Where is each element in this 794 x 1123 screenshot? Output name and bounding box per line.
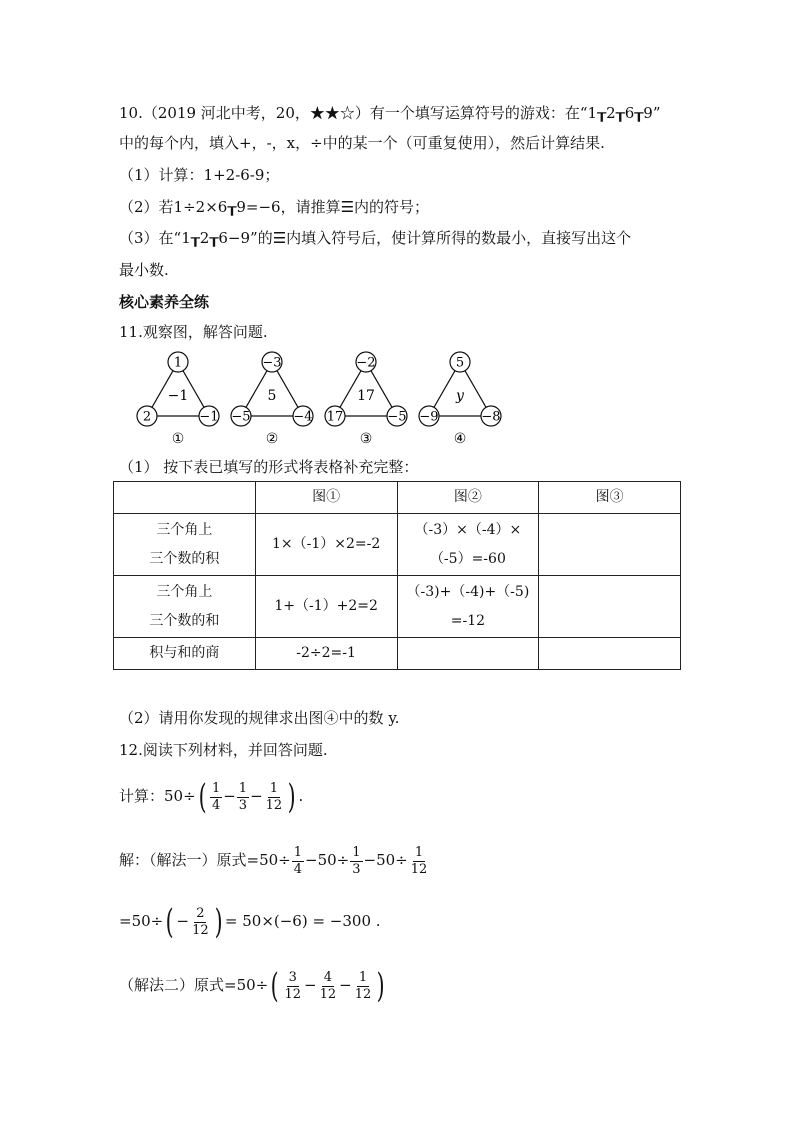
table-header-cell bbox=[114, 482, 256, 514]
sol1-mid: −50÷ bbox=[305, 851, 350, 869]
fraction: $\frac{2}{12}$ bbox=[192, 905, 209, 938]
q10-line2: 中的每个内，填入+，-，x，÷中的某一个（可重复使用），然后计算结果. bbox=[119, 134, 605, 152]
sol1-mid: −50÷ bbox=[363, 851, 408, 869]
fraction: $\frac{1}{12}$ bbox=[410, 844, 428, 877]
figure-label: ③ bbox=[359, 431, 373, 447]
row-label bbox=[114, 514, 256, 576]
vertex-right-value: −5 bbox=[387, 409, 407, 425]
fraction: $\frac{1}{3}$ bbox=[238, 780, 248, 813]
row-label-line: 三个数的和 bbox=[149, 612, 220, 629]
triangle-edge bbox=[434, 371, 455, 408]
table-header-cell: 图② bbox=[397, 482, 539, 514]
table-cell-empty bbox=[539, 514, 681, 576]
vertex-right-value: −4 bbox=[293, 409, 313, 425]
vertex-left-value: 2 bbox=[142, 409, 152, 425]
cell-line: （-3)+（-4)+（-5) bbox=[406, 583, 530, 600]
table-row bbox=[114, 638, 681, 670]
vertex-top-value: −2 bbox=[356, 355, 376, 371]
q11-title: 11.观察图，解答问题. bbox=[119, 323, 268, 341]
vertex-left-value: 17 bbox=[326, 409, 344, 425]
fraction: $\frac{1}{4}$ bbox=[293, 844, 303, 877]
q10-part2-b: ，请推算☰内的符号； bbox=[280, 198, 430, 216]
row-label-line: 三个角上 bbox=[156, 521, 213, 538]
sol1-label: 解：（解法一）原式=50÷ bbox=[119, 851, 291, 869]
calc-label: 计算： bbox=[119, 787, 165, 805]
fraction: $\frac{1}{4}$ bbox=[211, 780, 221, 813]
table-cell-empty bbox=[539, 638, 681, 670]
q12-sol2 bbox=[119, 963, 388, 1007]
triangle-figure bbox=[231, 352, 313, 447]
vertex-left-value: −9 bbox=[419, 409, 439, 425]
table-row bbox=[114, 514, 681, 576]
cell-line: （-3）×（-4）× bbox=[414, 521, 522, 538]
fraction: $\frac{1}{12}$ bbox=[354, 969, 372, 1002]
q10-line1: 10.（2019 河北中考，20，★★☆）有一个填写运算符号的游戏：在“1┰2┰6┰9” bbox=[119, 104, 661, 122]
fraction: $\frac{1}{12}$ bbox=[265, 780, 283, 813]
q12-line2 bbox=[119, 899, 381, 943]
vertex-left-value: −5 bbox=[231, 409, 251, 425]
cell-line: =-12 bbox=[450, 612, 486, 629]
minus-sign: − bbox=[176, 912, 190, 930]
triangle-edge bbox=[246, 371, 267, 408]
cell-line: （-5）=-60 bbox=[429, 550, 506, 567]
table-cell-empty bbox=[539, 576, 681, 638]
minus-sign: − bbox=[250, 787, 263, 805]
vertex-right-value: −8 bbox=[481, 409, 501, 425]
center-value: y bbox=[456, 388, 464, 404]
row-label: 积与和的商 bbox=[114, 638, 256, 670]
vertex-top-value: 1 bbox=[173, 355, 183, 371]
period: . bbox=[298, 787, 304, 805]
table-header-row bbox=[114, 482, 681, 514]
line2-suffix: = 50×(−6) = −300 . bbox=[224, 912, 381, 930]
q11-part2: （2）请用你发现的规律求出图④中的数 y. bbox=[119, 709, 400, 727]
triangle-figure bbox=[137, 352, 219, 447]
minus-sign: − bbox=[339, 976, 352, 994]
calc-prefix: 50÷ bbox=[164, 787, 196, 805]
center-value: −1 bbox=[167, 388, 189, 404]
row-label bbox=[114, 576, 256, 638]
table-cell: 1×（-1）×2=-2 bbox=[255, 514, 397, 576]
table-cell bbox=[397, 576, 539, 638]
q10-part2 bbox=[119, 197, 429, 217]
q10-part3-c: 最小数. bbox=[119, 261, 169, 279]
triangle-figure bbox=[325, 352, 407, 447]
q10-part2-a: （2）若 bbox=[119, 198, 174, 216]
table-cell: -2÷2=-1 bbox=[255, 638, 397, 670]
q12-title: 12.阅读下列材料，并回答问题. bbox=[119, 741, 328, 759]
fraction: $\frac{1}{3}$ bbox=[352, 844, 361, 877]
triangle-diagrams bbox=[133, 348, 513, 448]
right-paren: ) bbox=[287, 777, 296, 817]
table-header-cell: 图③ bbox=[539, 482, 681, 514]
q11-part1: （1） 按下表已填写的形式将表格补充完整： bbox=[119, 458, 419, 476]
minus-sign: − bbox=[304, 976, 317, 994]
minus-sign: − bbox=[223, 787, 236, 805]
center-value: 17 bbox=[357, 388, 375, 404]
triangle-edge bbox=[465, 371, 486, 408]
center-value: 5 bbox=[267, 388, 277, 404]
vertex-top-value: −3 bbox=[262, 355, 282, 371]
triangle-edge bbox=[277, 371, 298, 408]
left-paren: ( bbox=[165, 902, 174, 942]
left-paren: ( bbox=[198, 777, 207, 817]
right-paren: ) bbox=[214, 902, 223, 942]
figure-label: ④ bbox=[453, 431, 467, 447]
q11-table bbox=[113, 481, 681, 670]
q12-calc bbox=[119, 774, 303, 818]
q10-part3-a: （3）在“ bbox=[119, 229, 182, 247]
q10-part2-expr: 1÷2×6┰9=−6 bbox=[173, 198, 281, 216]
q12-sol1 bbox=[119, 838, 430, 882]
q10-part3 bbox=[119, 228, 631, 248]
row-label-line: 三个角上 bbox=[156, 583, 213, 600]
sol2-label: （解法二）原式=50÷ bbox=[119, 976, 269, 994]
fraction: $\frac{3}{12}$ bbox=[284, 969, 302, 1002]
triangle-figure bbox=[419, 352, 501, 447]
figure-label: ② bbox=[265, 431, 279, 447]
line2-prefix: =50÷ bbox=[119, 912, 164, 930]
vertex-right-value: −1 bbox=[199, 409, 219, 425]
q10-part1: （1）计算：1+2-6-9； bbox=[119, 166, 280, 184]
table-cell-empty bbox=[397, 638, 539, 670]
table-header-cell: 图① bbox=[255, 482, 397, 514]
section-title: 核心素养全练 bbox=[119, 293, 210, 311]
figure-label: ① bbox=[171, 431, 185, 447]
q10-part3-b: ”的☰内填入符号后，使计算所得的数最小，直接写出这个 bbox=[250, 229, 632, 247]
left-paren: ( bbox=[270, 966, 279, 1006]
fraction: $\frac{4}{12}$ bbox=[319, 969, 337, 1002]
vertex-top-value: 5 bbox=[455, 355, 465, 371]
table-cell bbox=[397, 514, 539, 576]
table-cell: 1+（-1）+2=2 bbox=[255, 576, 397, 638]
table-row bbox=[114, 576, 681, 638]
right-paren: ) bbox=[376, 966, 385, 1006]
q10-part3-expr: 1┰2┰6−9 bbox=[181, 229, 251, 247]
row-label-line: 三个数的积 bbox=[149, 550, 220, 567]
